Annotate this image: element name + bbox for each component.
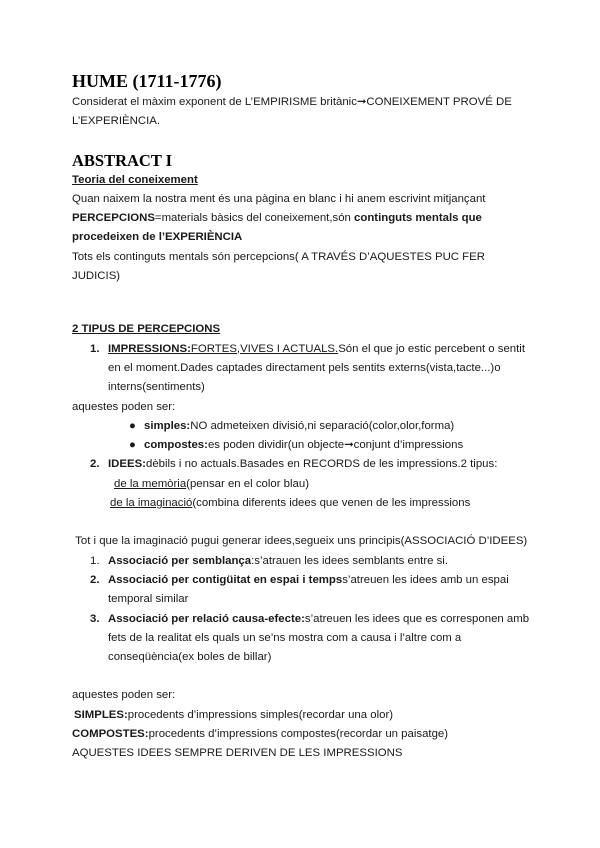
list-item-impressions xyxy=(72,340,536,398)
impressions-bullets xyxy=(72,417,536,456)
section-heading-abstract: ABSTRACT I xyxy=(72,150,173,170)
term-semblanca: Associació per semblança xyxy=(108,554,252,567)
list-item-simples xyxy=(72,417,536,436)
idees-text: dèbils i no actuals.Basades en RECORDS de les impressions.2 tipus: xyxy=(145,458,498,471)
term-compostes: compostes: xyxy=(144,439,208,452)
simples-text: NO admeteixen divisió,ni separació(color,olor,forma) xyxy=(190,419,455,432)
list-number: 3. xyxy=(90,612,100,625)
semblanca-text: :s’atrauen les idees semblants entre si. xyxy=(251,554,448,567)
term-percepcions: PERCEPCIONS xyxy=(72,212,155,225)
term-simples-caps: SIMPLES: xyxy=(74,708,128,721)
list-item-compostes xyxy=(72,436,536,455)
imaginacio-text: (combina diferents idees que venen de les impressions xyxy=(192,497,471,510)
idees-simples-line xyxy=(72,706,536,725)
list-number: 1. xyxy=(90,342,100,355)
subheading-teoria: Teoria del coneixement xyxy=(72,173,198,186)
intro-paragraph: Considerat el màxim exponent de L’EMPIRISME britànic➞CONEIXEMENT PROVÉ DE L’EXPERIÈNCIA. xyxy=(72,96,512,128)
spacer xyxy=(72,513,536,532)
memoria-text: (pensar en el color blau) xyxy=(186,477,310,490)
final-statement: AQUESTES IDEES SEMPRE DERIVEN DE LES IMPRESSIONS xyxy=(72,747,403,760)
spacer xyxy=(72,286,536,305)
percepcions-definition: =materials bàsics del coneixement,són xyxy=(154,212,355,225)
list-item-idees xyxy=(72,455,536,474)
associacio-intro: Tot i que la imaginació pugui generar idees,segueix uns principis(ASSOCIACIÓ D’IDEES) xyxy=(72,535,528,548)
bullet-icon: ● xyxy=(129,419,136,432)
list-item-contiguitat xyxy=(72,571,536,610)
term-impressions: IMPRESSIONS: xyxy=(108,342,191,355)
paragraph-ment: Quan naixem la nostra ment és una pàgina en blanc i hi anem escrivint mitjançant xyxy=(72,192,486,205)
document-title: HUME (1711-1776) xyxy=(72,71,222,91)
term-contiguitat: Associació per contigüitat en espai i temps xyxy=(108,573,343,586)
impressions-qualities: FORTES,VIVES I ACTUALS. xyxy=(190,342,339,355)
list-item-causa-efecte xyxy=(72,610,536,668)
list-number: 2. xyxy=(90,458,100,471)
aquestes-line-1: aquestes poden ser: xyxy=(72,400,176,413)
term-continguts: continguts mentals que procedeixen de l’EXPERIÈNCIA xyxy=(72,212,482,244)
list-number: 2. xyxy=(90,573,100,586)
list-item-semblanca xyxy=(72,552,536,571)
bullet-icon: ● xyxy=(129,439,136,452)
term-memoria: de la memòria xyxy=(114,477,187,490)
paragraph-percepcions xyxy=(72,209,536,248)
term-causa-efecte: Associació per relació causa-efecte: xyxy=(108,612,305,625)
compostes-text: es poden dividir(un objecte➞conjunt d’impressions xyxy=(207,439,464,452)
idees-memoria xyxy=(72,475,536,494)
list-number: 1. xyxy=(90,554,100,567)
idees-compostes-text: procedents d’impressions compostes(recordar un paisatge) xyxy=(148,728,449,741)
percepcions-list-continued xyxy=(72,455,536,474)
idees-compostes-line xyxy=(72,725,536,744)
contiguitat-text: s’atreuen les idees amb un espai temporal similar xyxy=(108,573,509,606)
spacer xyxy=(72,667,536,686)
paragraph-continguts: Tots els continguts mentals són percepcions( A TRAVÉS D’AQUESTES PUC FER JUDICIS) xyxy=(72,250,485,283)
term-imaginacio: de la imaginació xyxy=(110,497,193,510)
causa-efecte-text: s’atreuen les idees que es corresponen amb fets de la realitat els quals un se’ns mostra com a causa i l’altre com a conseqüència(ex boles de billar) xyxy=(108,612,530,664)
percepcions-list xyxy=(72,340,536,398)
idees-imaginacio xyxy=(72,494,536,513)
associacio-list xyxy=(72,552,536,668)
impressions-text: Són el que jo estic percebent o sentit en el moment.Dades captades directament pels sentits externs(vista,tacte...)o interns(sentiments) xyxy=(108,342,526,394)
aquestes-line-2: aquestes poden ser: xyxy=(72,689,176,702)
term-simples: simples: xyxy=(144,419,191,432)
term-compostes-caps: COMPOSTES: xyxy=(72,728,149,741)
section-heading-percepcions: 2 TIPUS DE PERCEPCIONS xyxy=(72,323,221,336)
term-idees: IDEES: xyxy=(108,458,146,471)
idees-simples-text: procedents d’impressions simples(recordar una olor) xyxy=(127,708,394,721)
